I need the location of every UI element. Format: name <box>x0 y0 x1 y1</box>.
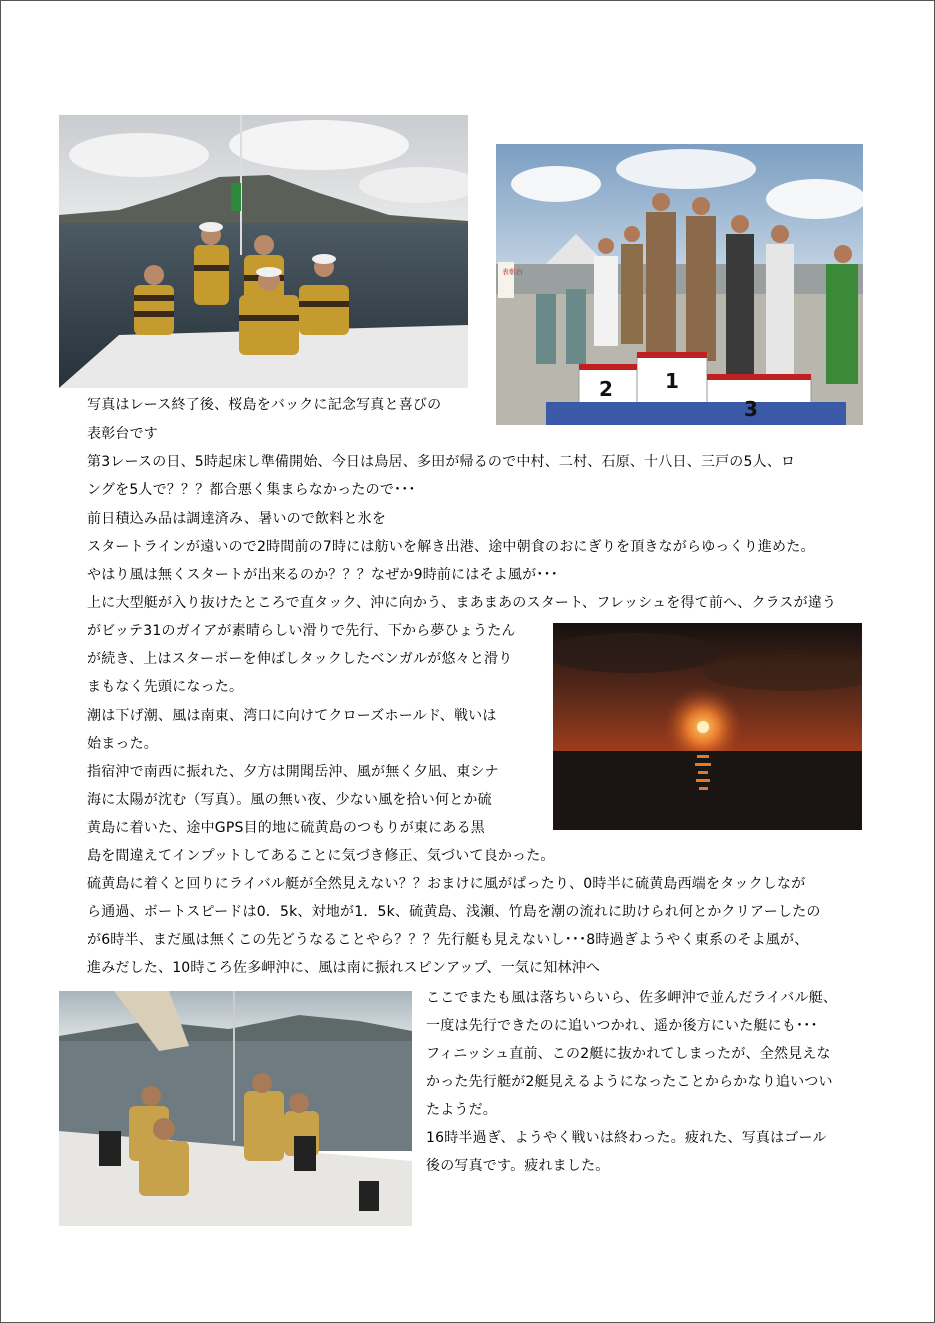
body-line: やはり風は無くスタートが出来るのか？？？なぜか9時前にはそよ風が･･･ <box>87 567 558 583</box>
body-line: 進みだした、10時ころ佐多岬沖に、風は南に振れスピンアップ、一気に知林沖へ <box>87 960 601 976</box>
right-column-line: ここでまたも風は落ちいらいら、佐多岬沖で並んだライバル艇、 <box>426 990 838 1006</box>
caption-line: 表彰台です <box>87 426 158 442</box>
body-line: 指宿沖で南西に振れた、夕方は開聞岳沖、風が無く夕凪、東シナ <box>87 764 499 780</box>
podium-ceremony-photo <box>496 144 863 425</box>
right-column-line: たようだ。 <box>426 1102 497 1118</box>
body-line: 島を間違えてインプットしてあることに気づき修正、気づいて良かった。 <box>87 848 555 864</box>
body-line: 海に太陽が沈む（写真）。風の無い夜、少ない風を拾い何とか硫 <box>87 792 492 808</box>
body-line: 前日積込み品は調達済み、暑いので飲料と氷を <box>87 511 387 527</box>
body-line: 潮は下げ潮、風は南東、湾口に向けてクローズホールド、戦いは <box>87 708 497 724</box>
crew-sakurajima-photo <box>59 115 468 388</box>
crew-after-goal-photo <box>59 991 412 1226</box>
right-column-line: 16時半過ぎ、ようやく戦いは終わった。疲れた、写真はゴール <box>426 1130 827 1146</box>
body-line: が6時半、まだ風は無くこの先どうなることやら？？？先行艇も見えないし･･･8時過ぎようやく東系のそよ風が、 <box>87 932 809 948</box>
body-line: ングを5人で？？？都合悪く集まらなかったので･･･ <box>87 482 416 498</box>
right-column-line: かった先行艇が2艇見えるようになったことからかなり追いつい <box>426 1074 833 1090</box>
body-line: がビッテ31のガイアが素晴らしい滑りで先行、下から夢ひょうたん <box>87 623 516 639</box>
right-column-line: 後の写真です。疲れました。 <box>426 1158 610 1174</box>
body-line: 第3レースの日、5時起床し準備開始、今日は鳥居、多田が帰るので中村、二村、石原、十八日、三戸の5人、ロ <box>87 454 796 470</box>
caption-line: 写真はレース終了後、桜島をバックに記念写真と喜びの <box>87 397 442 413</box>
body-line: まもなく先頭になった。 <box>87 679 244 695</box>
body-line: ら通過、ボートスピードは0．5k、対地が1．5k、硫黄島、浅瀬、竹島を潮の流れに助けられ何とかクリアーしたの <box>87 904 821 920</box>
body-line: 上に大型艇が入り抜けたところで直タック、沖に向かう、まあまあのスタート、フレッシュを得て前へ、クラスが違う <box>87 595 837 611</box>
body-line: 硫黄島に着くと回りにライバル艇が全然見えない？？おまけに風がぱったり、0時半に硫黄島西端をタックしなが <box>87 876 806 892</box>
banner-text: 表彰台 <box>502 268 523 276</box>
body-line: スタートラインが遠いので2時間前の7時には舫いを解き出港、途中朝食のおにぎりを頂きながらゆっくり進めた。 <box>87 539 815 555</box>
sunset-sea-photo <box>553 623 862 830</box>
podium-third-label: 3 <box>744 397 758 421</box>
right-column-line: 一度は先行できたのに追いつかれ、遥か後方にいた艇にも･･･ <box>426 1018 818 1034</box>
right-column-line: フィニッシュ直前、この2艇に抜かれてしまったが、全然見えな <box>426 1046 831 1062</box>
body-line: 黄島に着いた、途中GPS目的地に硫黄島のつもりが東にある黒 <box>87 820 485 836</box>
podium-second-label: 2 <box>599 377 613 401</box>
body-line: 始まった。 <box>87 736 158 752</box>
body-line: が続き、上はスターボーを伸ばしタックしたベンガルが悠々と滑り <box>87 651 513 667</box>
podium-first-label: 1 <box>665 369 679 393</box>
